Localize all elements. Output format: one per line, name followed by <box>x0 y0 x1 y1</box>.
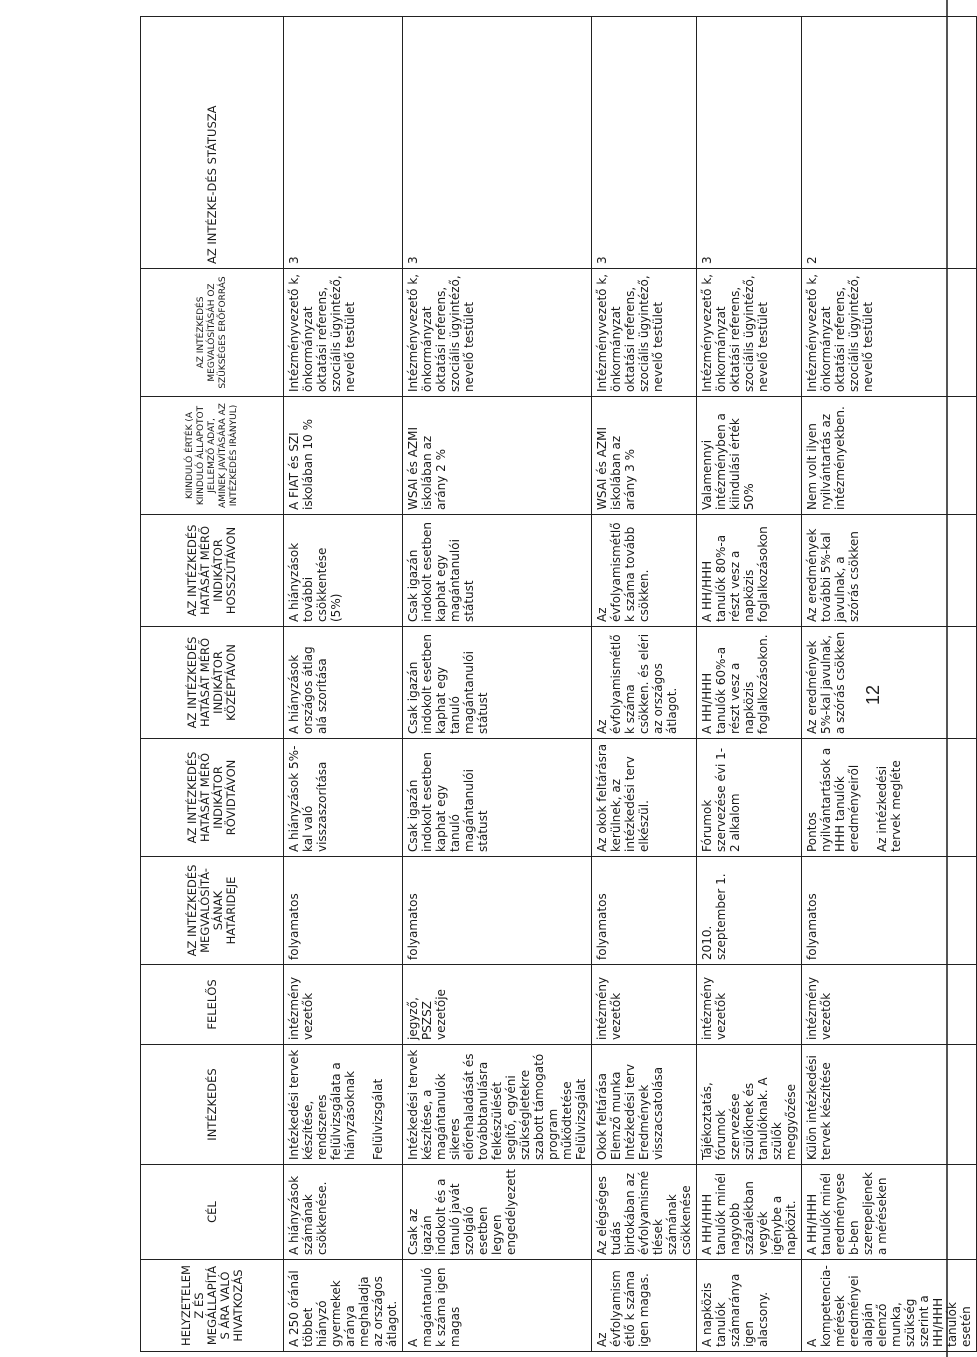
header-felelos: FELELŐS <box>141 965 284 1045</box>
action-plan-table <box>140 16 977 1352</box>
cell-hatarido: folyamatos <box>284 857 403 965</box>
cell-eroforras: Intézményvezető k, önkormányzat oktatási referens, szociális ügyintéző, nevelő testület <box>592 269 697 397</box>
cell-intezkedes: Külön intézkedési tervek készítése <box>802 1045 977 1165</box>
cell-statusz: 2 <box>802 17 977 269</box>
cell-statusz: 3 <box>697 17 802 269</box>
cell-cel: Csak az igazán indokolt és a tanuló javát szolgáló esetben legyen engedélyezett <box>403 1165 592 1260</box>
header-kozep: AZ INTÉZKEDÉS HATÁSÁT MÉRŐ INDIKÁTOR KÖZÉPTÁVON <box>141 627 284 739</box>
cell-intezkedes: Okok feltárása Elemző munka Intézkedési terv Eredmények visszacsatolása <box>592 1045 697 1165</box>
header-helyzet: HELYZETELEMZ ÉS MEGÁLLAPÍTÁS ÁRA VALÓ HIVATKOZÁS <box>141 1260 284 1352</box>
cell-rovid-extra: Az intézkedési tervek megléte <box>875 760 903 852</box>
cell-felelos: intézmény vezetők <box>592 965 697 1045</box>
cell-kozep: Az évfolyamismétlők száma csökken. és eléri az országos átlagot. <box>592 627 697 739</box>
header-hosszu: AZ INTÉZKEDÉS HATÁSÁT MÉRŐ INDIKÁTOR HOSSZÚTÁVON <box>141 515 284 627</box>
cell-helyzet: A magántanulók száma igen magas <box>403 1260 592 1352</box>
cell-cel: A HH/HHH tanulók minél nagyobb százalékban vegyék igénybe a napközit. <box>697 1165 802 1260</box>
cell-hatarido: folyamatos <box>403 857 592 965</box>
cell-felelos: intézmény vezetők <box>802 965 977 1045</box>
cell-felelos: jegyző, PSZSZ vezetője <box>403 965 592 1045</box>
page-number: 12 <box>863 684 883 706</box>
cell-intezkedes: Intézkedési tervek készítése, a magántanulók sikeres előrehaladását és továbbtanulásra felkészülését segítő, egyéni szükségletekre szabott támogató program működtetése Felülvizsgálat <box>403 1045 592 1165</box>
cell-cel: A hiányzások számának csökkenése. <box>284 1165 403 1260</box>
cell-rovid <box>802 739 977 857</box>
cell-kiindulo: Valamennyi intézményben a kiindulási érték 50% <box>697 397 802 515</box>
table-row <box>802 17 977 1352</box>
cell-rovid: Az okok feltárásra kerülnek, az intézkedési terv elkészül. <box>592 739 697 857</box>
table-row <box>697 17 802 1352</box>
cell-kiindulo: Nem volt ilyen nyilvántartás az intézményekben. <box>802 397 977 515</box>
cell-hosszu: A HH/HHH tanulók 80%-a részt vesz a napközis foglalkozásokon <box>697 515 802 627</box>
cell-intezkedes-extra: Felülvizsgálat <box>371 1078 385 1160</box>
cell-kiindulo: WSAI és AZMI iskolában az arány 3 % <box>592 397 697 515</box>
cell-helyzet: A 250 óránál többet hiányzó gyermekek aránya meghaladja az országos átlagot. <box>284 1260 403 1352</box>
header-kiindulo: KIINDULÓ ÉRTÉK (A KIINDULÓ ÁLLAPOTOT JELLEMZŐ ADAT, AMINEK JAVÍTÁSÁRA AZ INTÉZKEDÉS IRÁNYUL) <box>141 397 284 515</box>
cell-intezkedes <box>284 1045 403 1165</box>
cell-rovid-text: Pontos nyilvántartások a HHH tanulók eredményeiről <box>805 747 861 852</box>
cell-intezkedes-text: Intézkedési tervek készítése, rendszeres felülvizsgálata a hiányzásoknak <box>287 1049 357 1160</box>
header-row <box>141 17 284 1352</box>
header-rovid: AZ INTÉZKEDÉS HATÁSÁT MÉRŐ INDIKÁTOR RÖVIDTÁVON <box>141 739 284 857</box>
cell-helyzet: Az évfolyamismétlő k száma igen magas. <box>592 1260 697 1352</box>
cell-kiindulo: A FIAT és SZI iskolában 10 % <box>284 397 403 515</box>
table-row <box>284 17 403 1352</box>
cell-hosszu: A hiányzások további csökkentése (5%) <box>284 515 403 627</box>
header-cel: CÉL <box>141 1165 284 1260</box>
table-row <box>403 17 592 1352</box>
cell-felelos: intézmény vezetők <box>697 965 802 1045</box>
header-eroforras: AZ INTÉZKEDÉS MEGVALÓSÍTÁSÁH OZ SZÜKSÉGES ERŐFORRÁS <box>141 269 284 397</box>
header-statusz: AZ INTÉZKE-DÉS STÁTUSZA <box>141 17 284 269</box>
cell-cel: A HH/HHH tanulók minél eredményeseb-ben szerepeljenek a méréseken <box>802 1165 977 1260</box>
cell-hatarido: 2010. szeptember 1. <box>697 857 802 965</box>
cell-hosszu: Csak igazán indokolt esetben kaphat egy magántanulói státust <box>403 515 592 627</box>
header-hatarido: AZ INTÉZKEDÉS MEGVALÓSÍTÁ-SÁNAK HATÁRIDEJE <box>141 857 284 965</box>
cell-helyzet: A kompetencia-mérések eredményei alapján elemző munka, szükség szerint a HH/HHH tanulók esetén <box>802 1260 977 1352</box>
cell-kozep: A HH/HHH tanulók 60%-a részt vesz a napközis foglalkozásokon. <box>697 627 802 739</box>
cell-eroforras: Intézményvezető k, önkormányzat oktatási referens, szociális ügyintéző, nevelő testület <box>284 269 403 397</box>
cell-cel: Az elégséges tudás birtokában az évfolyamismétlések számának csökkenése <box>592 1165 697 1260</box>
cell-hatarido: folyamatos <box>592 857 697 965</box>
cell-hatarido: folyamatos <box>802 857 977 965</box>
cell-eroforras: Intézményvezető k, önkormányzat oktatási referens, szociális ügyintéző, nevelő testület <box>802 269 977 397</box>
cell-rovid: A hiányzások 5%-kal való visszaszorítása <box>284 739 403 857</box>
header-intezkedes: INTÉZKEDÉS <box>141 1045 284 1165</box>
cell-kozep: Csak igazán indokolt esetben kaphat egy tanuló magántanulói státust <box>403 627 592 739</box>
cell-kiindulo: WSAI és AZMI iskolában az arány 2 % <box>403 397 592 515</box>
cell-hosszu: Az eredmények további 5%-kal javulnak, a szórás csökken <box>802 515 977 627</box>
cell-helyzet: A napközis tanulók számaránya igen alacsony. <box>697 1260 802 1352</box>
cell-felelos: intézmény vezetők <box>284 965 403 1045</box>
cell-eroforras: Intézményvezető k, önkormányzat oktatási referens, szociális ügyintéző, nevelő testület <box>697 269 802 397</box>
cell-statusz: 3 <box>284 17 403 269</box>
cell-rovid: Fórumok szervezése évi 1-2 alkalom <box>697 739 802 857</box>
rotated-table-container <box>140 17 973 1352</box>
table-row <box>592 17 697 1352</box>
cell-eroforras: Intézményvezető k, önkormányzat oktatási referens, szociális ügyintéző, nevelő testület <box>403 269 592 397</box>
cell-statusz: 3 <box>403 17 592 269</box>
cell-intezkedes: Tájékoztatás, fórumok szervezése szülőknek és tanulóknak. A szülők meggyőzése <box>697 1045 802 1165</box>
cell-hosszu: Az évfolyamismétlők száma tovább csökken. <box>592 515 697 627</box>
cell-kozep: A hiányzások országos átlag alá szorítása <box>284 627 403 739</box>
cell-kozep: Az eredmények 5%-kal javulnak, a szórás csökken <box>802 627 977 739</box>
cell-statusz: 3 <box>592 17 697 269</box>
cell-rovid: Csak igazán indokolt esetben kaphat egy tanuló magántanulói státust <box>403 739 592 857</box>
